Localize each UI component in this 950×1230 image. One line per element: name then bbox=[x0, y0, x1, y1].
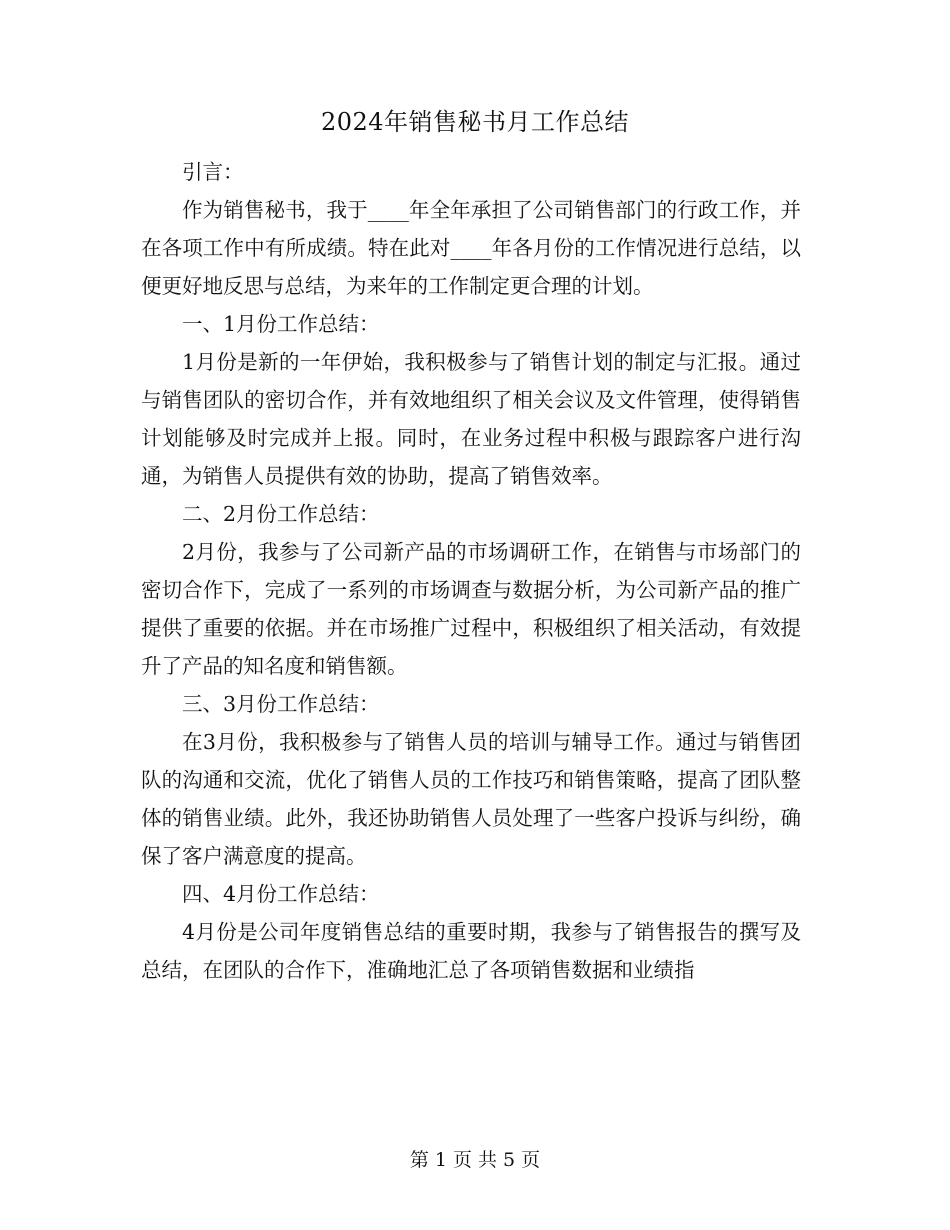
document-body bbox=[141, 153, 801, 989]
section-heading-january: 一、1月份工作总结： bbox=[182, 312, 380, 336]
paragraph-march: 在3月份，我积极参与了销售人员的培训与辅导工作。通过与销售团队的沟通和交流，优化了销售人员的工作技巧和销售策略，提高了团队整体的销售业绩。此外，我还协助销售人员处理了一些客户投诉与纠纷，确保了客户满意度的提高。 bbox=[141, 730, 801, 868]
section-heading-february: 二、2月份工作总结： bbox=[182, 502, 380, 526]
section-heading-march: 三、3月份工作总结： bbox=[182, 692, 380, 716]
document-title: 2024年销售秘书月工作总结 bbox=[320, 108, 630, 136]
section-heading-intro: 引言： bbox=[182, 160, 244, 184]
paragraph-intro: 作为销售秘书，我于____年全年承担了公司销售部门的行政工作，并在各项工作中有所成绩。特在此对____年各月份的工作情况进行总结，以便更好地反思与总结，为来年的工作制定更合理的计划。 bbox=[141, 198, 801, 298]
paragraph-april: 4月份是公司年度销售总结的重要时期，我参与了销售报告的撰写及总结，在团队的合作下，准确地汇总了各项销售数据和业绩指 bbox=[141, 920, 801, 982]
page-footer: 第 1 页 共 5 页 bbox=[409, 1149, 541, 1171]
paragraph-february: 2月份，我参与了公司新产品的市场调研工作，在销售与市场部门的密切合作下，完成了一系列的市场调查与数据分析，为公司新产品的推广提供了重要的依据。并在市场推广过程中，积极组织了相关活动，有效提升了产品的知名度和销售额。 bbox=[141, 540, 801, 678]
section-heading-april: 四、4月份工作总结： bbox=[182, 882, 380, 906]
paragraph-january: 1月份是新的一年伊始，我积极参与了销售计划的制定与汇报。通过与销售团队的密切合作，并有效地组织了相关会议及文件管理，使得销售计划能够及时完成并上报。同时，在业务过程中积极与跟踪客户进行沟通，为销售人员提供有效的协助，提高了销售效率。 bbox=[141, 350, 801, 488]
